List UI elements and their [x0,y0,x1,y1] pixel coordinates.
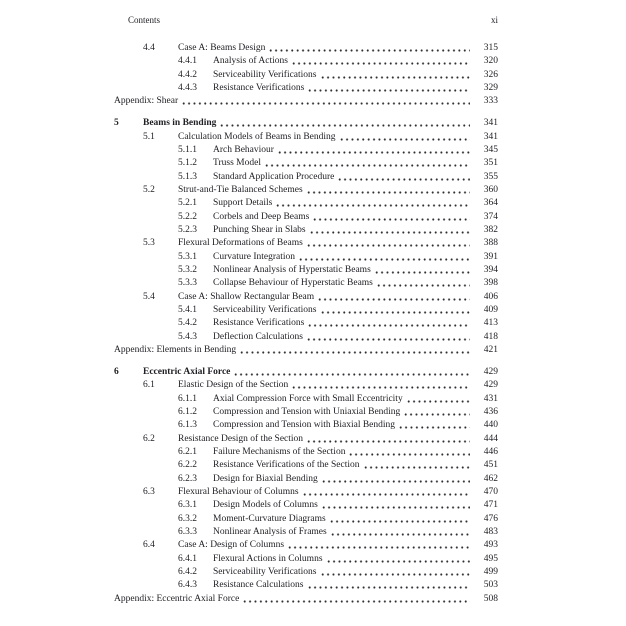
toc-entry [114,95,498,108]
toc-entry [114,379,498,392]
entry-title: Case A: Design of Columns [178,540,285,551]
toc-entry [114,184,498,197]
toc-entry [114,157,498,170]
entry-page-number: 418 [483,331,498,342]
toc-entry [114,291,498,304]
entry-number: 6.1.1 [178,393,197,404]
dot-leader [326,553,470,566]
running-head [114,15,498,26]
entry-number: 6.2 [143,433,155,444]
entry-number: 6.4.3 [178,580,197,591]
entry-page-number: 409 [483,305,498,316]
entry-title: Collapse Behaviour of Hyperstatic Beams [213,278,373,289]
entry-number: 5.1.2 [178,158,197,169]
dot-leader [309,224,470,237]
toc-entry [114,211,498,224]
entry-title: Serviceability Verifications [213,305,317,316]
entry-title: Support Details [213,198,273,209]
entry-title: Arch Behaviour [213,144,274,155]
entry-number: 4.4.2 [178,69,197,80]
dot-leader [233,366,470,379]
entry-page-number: 329 [483,83,498,94]
entry-number: 5.4.2 [178,318,197,329]
dot-leader [376,277,470,290]
entry-page-number: 382 [483,224,498,235]
dot-leader [264,157,470,170]
entry-page-number: 451 [483,460,498,471]
dot-leader [321,473,470,486]
toc-entry [114,144,498,157]
dot-leader [219,117,470,130]
entry-page-number: 431 [483,393,498,404]
entry-title: Resistance Design of the Section [178,433,304,444]
entry-title: Flexural Behaviour of Columns [178,487,299,497]
entry-page-number: 394 [483,265,498,275]
entry-page-number: 476 [483,513,498,524]
toc-entry [114,171,498,184]
entry-title: Curvature Integration [213,251,296,262]
dot-leader [374,264,470,277]
dot-leader [320,304,470,317]
toc-entry [114,344,498,357]
entry-number: 6.4.2 [178,567,197,578]
toc-entry [114,277,498,290]
entry-number: 5.2.3 [178,224,197,235]
dot-leader [320,566,470,579]
entry-page-number: 413 [483,318,498,329]
entry-title: Resistance Calculations [213,580,304,591]
entry-number: 5.2.2 [178,211,197,222]
entry-number: 5.1.1 [178,144,197,155]
entry-page-number: 436 [483,406,498,417]
toc-entry [114,366,498,379]
entry-number: 5.2 [143,184,155,195]
toc-entry [114,593,498,606]
entry-page-number: 391 [483,251,498,262]
toc-entry [114,55,498,68]
entry-page-number: 315 [483,43,498,53]
entry-page-number: 499 [483,567,498,578]
entry-number: 5.4.1 [178,305,197,316]
entry-page-number: 440 [483,420,498,431]
entry-number: 4.4.1 [178,56,197,67]
entry-title: Compression and Tension with Uniaxial Bending [213,406,401,417]
entry-number: 5 [114,118,119,129]
toc-entry [114,526,498,539]
toc-entry [114,513,498,526]
toc-entry [114,251,498,264]
dot-leader [242,593,470,606]
toc-entry [114,117,498,130]
toc-entry [114,131,498,144]
entry-page-number: 483 [483,527,498,538]
toc-entry [114,499,498,512]
entry-title: Design for Biaxial Bending [213,473,318,484]
entry-page-number: 471 [483,500,498,511]
entry-page-number: 446 [483,446,498,457]
entry-title: Case A: Beams Design [178,43,266,53]
text-block [114,15,498,606]
toc-entry [114,473,498,486]
entry-title: Nonlinear Analysis of Hyperstatic Beams [213,265,371,275]
entry-number: 4.4.3 [178,83,197,94]
dot-leader [307,579,471,592]
entry-title: Case A: Shallow Rectangular Beam [178,291,315,302]
entry-page-number: 374 [483,211,498,222]
toc-entry [114,459,498,472]
dot-leader [317,291,470,304]
entry-number: 5.2.1 [178,198,197,209]
entry-number: 6.1 [143,380,155,391]
table-of-contents [114,42,498,606]
entry-page-number: 360 [483,184,498,195]
entry-title: Resistance Verifications [213,83,305,94]
entry-title: Resistance Verifications of the Section [213,460,360,471]
entry-title: Appendix: Elements in Bending [114,345,237,356]
entry-title: Analysis of Actions [213,56,288,67]
dot-leader [403,406,470,419]
dot-leader [181,95,470,108]
entry-page-number: 493 [483,540,498,551]
toc-entry [114,82,498,95]
toc-entry [114,579,498,592]
entry-number: 5.1 [143,131,155,142]
entry-title: Flexural Deformations of Beams [178,238,303,249]
toc-entry [114,486,498,499]
entry-page-number: 495 [483,553,498,564]
entry-number: 6.3.2 [178,513,197,524]
entry-page-number: 341 [483,118,498,129]
dot-leader [291,55,470,68]
entry-page-number: 320 [483,56,498,67]
toc-entry [114,264,498,277]
entry-number: 6 [114,366,119,377]
dot-leader [406,393,470,406]
dot-leader [348,446,470,459]
entry-page-number: 421 [483,345,498,356]
entry-page-number: 429 [483,380,498,391]
entry-number: 5.1.3 [178,171,197,182]
toc-entry [114,237,498,250]
toc-entry [114,331,498,344]
entry-page-number: 470 [483,487,498,497]
toc-entry [114,553,498,566]
entry-title: Axial Compression Force with Small Eccentricity [213,393,403,404]
dot-leader [239,344,470,357]
entry-page-number: 462 [483,473,498,484]
running-head-title: Contents [128,15,161,25]
entry-page-number: 398 [483,278,498,289]
entry-number: 5.3.1 [178,251,197,262]
entry-title: Punching Shear in Slabs [213,224,306,235]
entry-title: Strut-and-Tie Balanced Schemes [178,184,303,195]
toc-entry [114,304,498,317]
toc-block [114,117,498,357]
entry-page-number: 345 [483,144,498,155]
toc-entry [114,566,498,579]
entry-number: 6.4 [143,540,155,551]
toc-block [114,42,498,109]
dot-leader [398,419,470,432]
dot-leader [307,82,470,95]
entry-title: Corbels and Deep Beams [213,211,310,222]
dot-leader [268,42,470,55]
dot-leader [298,251,470,264]
dot-leader [329,513,470,526]
entry-number: 6.3 [143,487,155,497]
entry-page-number: 503 [483,580,498,591]
dot-leader [363,459,470,472]
toc-entry [114,539,498,552]
dot-leader [306,237,470,250]
toc-block [114,366,498,606]
dot-leader [320,69,470,82]
entry-title: Design Models of Columns [213,500,318,511]
entry-number: 5.3.2 [178,265,197,275]
entry-title: Flexural Actions in Columns [213,553,323,564]
entry-title: Standard Application Procedure [213,171,335,182]
toc-entry [114,69,498,82]
toc-entry [114,433,498,446]
entry-page-number: 351 [483,158,498,169]
entry-number: 5.3 [143,238,155,249]
entry-title: Deflection Calculations [213,331,303,342]
entry-page-number: 341 [483,131,498,142]
entry-title: Moment-Curvature Diagrams [213,513,326,524]
dot-leader [339,131,470,144]
entry-title: Beams in Bending [143,118,217,129]
entry-page-number: 444 [483,433,498,444]
entry-number: 4.4 [143,43,155,53]
dot-leader [312,211,470,224]
entry-title: Truss Model [213,158,261,169]
entry-number: 6.1.3 [178,420,197,431]
toc-entry [114,317,498,330]
entry-page-number: 326 [483,69,498,80]
toc-entry [114,446,498,459]
entry-title: Serviceability Verifications [213,69,317,80]
entry-number: 6.4.1 [178,553,197,564]
entry-title: Elastic Design of the Section [178,380,289,391]
dot-leader [321,499,470,512]
entry-title: Serviceability Verifications [213,567,317,578]
dot-leader [307,317,470,330]
entry-title: Appendix: Shear [114,96,179,107]
entry-page-number: 406 [483,291,498,302]
entry-number: 6.2.3 [178,473,197,484]
toc-entry [114,42,498,55]
entry-page-number: 508 [483,593,498,604]
entry-title: Calculation Models of Beams in Bending [178,131,336,142]
entry-number: 6.1.2 [178,406,197,417]
toc-entry [114,197,498,210]
dot-leader [275,197,470,210]
entry-title: Appendix: Eccentric Axial Force [114,593,240,604]
toc-entry [114,224,498,237]
entry-number: 6.3.1 [178,500,197,511]
entry-number: 5.4.3 [178,331,197,342]
toc-entry [114,419,498,432]
entry-number: 6.2.1 [178,446,197,457]
entry-title: Nonlinear Analysis of Frames [213,527,327,538]
entry-title: Eccentric Axial Force [143,366,231,377]
entry-page-number: 364 [483,198,498,209]
entry-title: Compression and Tension with Biaxial Bending [213,420,396,431]
entry-page-number: 388 [483,238,498,249]
dot-leader [302,486,470,499]
entry-number: 5.4 [143,291,155,302]
entry-title: Failure Mechanisms of the Section [213,446,346,457]
dot-leader [306,184,470,197]
dot-leader [287,539,470,552]
toc-entry [114,393,498,406]
dot-leader [291,379,470,392]
entry-number: 6.2.2 [178,460,197,471]
entry-page-number: 355 [483,171,498,182]
toc-entry [114,406,498,419]
running-head-page-number: xi [490,15,498,25]
entry-page-number: 429 [483,366,498,377]
entry-number: 6.3.3 [178,527,197,538]
dot-leader [306,433,470,446]
entry-title: Resistance Verifications [213,318,305,329]
dot-leader [330,526,470,539]
dot-leader [277,144,470,157]
dot-leader [306,331,470,344]
dot-leader [337,171,470,184]
entry-page-number: 333 [483,96,498,107]
entry-number: 5.3.3 [178,278,197,289]
